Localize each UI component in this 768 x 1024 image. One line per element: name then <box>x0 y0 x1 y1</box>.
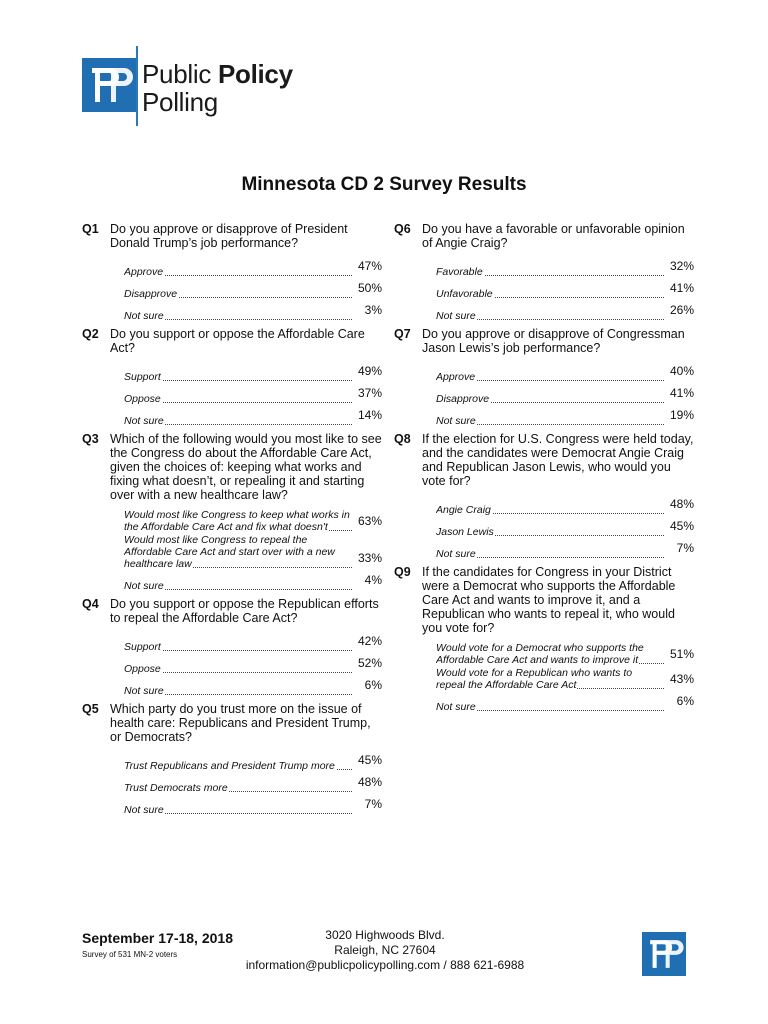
answer-label <box>124 641 352 654</box>
answer-label <box>436 371 664 384</box>
question-q7 <box>394 327 694 428</box>
answer-label-text: Approve <box>124 266 164 278</box>
question-text: Do you approve or disapprove of President Donald Trump’s job performance? <box>110 222 348 250</box>
answer-label <box>124 580 352 593</box>
question-q5 <box>82 702 382 817</box>
answer-label-text: Unfavorable <box>436 288 493 300</box>
answer-row <box>124 632 382 654</box>
answer-row <box>436 495 694 517</box>
answer-value: 26% <box>669 303 694 317</box>
answer-row <box>436 517 694 539</box>
answer-row <box>124 534 382 571</box>
answer-row <box>436 301 694 323</box>
answer-label-text: Trust Democrats more <box>124 782 228 794</box>
answer-label-text: Disapprove <box>124 288 178 300</box>
answer-row <box>124 257 382 279</box>
answer-value: 6% <box>676 694 694 708</box>
question-number: Q1 <box>82 222 99 236</box>
answer-options <box>436 495 694 561</box>
answer-label-text: Jason Lewis <box>436 526 494 538</box>
answer-options <box>436 257 694 323</box>
question-text: Which party do you trust more on the issue of health care: Republicans and President Trump, or Democrats? <box>110 702 371 744</box>
answer-row <box>124 571 382 593</box>
survey-sample: Survey of 531 MN-2 voters <box>82 950 178 959</box>
address-line-2: Raleigh, NC 27604 <box>334 943 436 957</box>
answer-row <box>124 362 382 384</box>
answer-label <box>436 701 664 714</box>
question-number: Q3 <box>82 432 99 446</box>
answer-label <box>124 310 352 323</box>
answer-value: 32% <box>669 259 694 273</box>
answer-label <box>436 310 664 323</box>
page-title: Minnesota CD 2 Survey Results <box>241 174 527 195</box>
answer-row <box>436 692 694 714</box>
logo-divider <box>136 46 138 126</box>
answer-row <box>436 257 694 279</box>
answer-row <box>124 384 382 406</box>
answer-label-text: Angie Craig <box>436 504 491 516</box>
question-q9 <box>394 565 694 714</box>
answer-value: 43% <box>669 672 694 686</box>
answer-label-text: Not sure <box>436 310 476 322</box>
answer-row <box>436 539 694 561</box>
answer-label-text: Trust Republicans and President Trump more <box>124 760 335 772</box>
question-text: Do you support or oppose the Republican efforts to repeal the Affordable Care Act? <box>110 597 379 625</box>
answer-options <box>124 751 382 817</box>
question-number: Q2 <box>82 327 99 341</box>
question-number: Q5 <box>82 702 99 716</box>
answer-value: 45% <box>669 519 694 533</box>
answer-label <box>124 509 352 534</box>
left-column <box>82 222 382 821</box>
answer-row <box>436 642 694 667</box>
question-number: Q6 <box>394 222 411 236</box>
answer-label <box>436 642 664 667</box>
answer-value: 48% <box>669 497 694 511</box>
answer-label <box>436 504 664 517</box>
answer-label-text: Would most like Congress to keep what works in the Affordable Care Act and fix what doesn't <box>124 509 350 533</box>
answer-label <box>124 371 352 384</box>
answer-value: 14% <box>357 408 382 422</box>
answer-label-text: Disapprove <box>436 393 490 405</box>
answer-options <box>124 362 382 428</box>
answer-label <box>436 266 664 279</box>
answer-value: 6% <box>364 678 382 692</box>
question-text: If the election for U.S. Congress were held today, and the candidates were Democrat Angie Craig and Republican Jason Lewis, who would you vote for? <box>422 432 694 488</box>
answer-row <box>124 509 382 534</box>
question-number: Q9 <box>394 565 411 579</box>
answer-label <box>436 415 664 428</box>
question-text: Do you have a favorable or unfavorable opinion of Angie Craig? <box>422 222 685 250</box>
answer-row <box>124 751 382 773</box>
answer-value: 48% <box>357 775 382 789</box>
question-number: Q4 <box>82 597 99 611</box>
answer-label-text: Not sure <box>436 415 476 427</box>
answer-value: 4% <box>364 573 382 587</box>
question-text: Do you support or oppose the Affordable Care Act? <box>110 327 365 355</box>
answer-row <box>124 301 382 323</box>
answer-label <box>436 548 664 561</box>
survey-date: September 17-18, 2018 <box>82 930 233 946</box>
answer-label <box>124 804 352 817</box>
answer-label-text: Oppose <box>124 393 161 405</box>
answer-row <box>124 773 382 795</box>
answer-value: 7% <box>364 797 382 811</box>
answer-label <box>124 288 352 301</box>
ppp-footer-logo-icon <box>642 932 686 976</box>
right-column <box>394 222 694 718</box>
answer-value: 37% <box>357 386 382 400</box>
answer-value: 50% <box>357 281 382 295</box>
answer-label <box>124 415 352 428</box>
answer-value: 3% <box>364 303 382 317</box>
question-number: Q7 <box>394 327 411 341</box>
answer-value: 40% <box>669 364 694 378</box>
answer-row <box>436 406 694 428</box>
answer-value: 41% <box>669 281 694 295</box>
answer-value: 33% <box>357 551 382 565</box>
answer-options <box>124 632 382 698</box>
answer-label <box>124 782 352 795</box>
answer-label <box>436 667 664 692</box>
answer-row <box>124 676 382 698</box>
brand-name: Public Policy Polling <box>142 59 293 117</box>
answer-row <box>436 362 694 384</box>
answer-label-text: Approve <box>436 371 476 383</box>
answer-value: 41% <box>669 386 694 400</box>
answer-value: 63% <box>357 514 382 528</box>
answer-label-text: Not sure <box>124 685 164 697</box>
answer-label-text: Oppose <box>124 663 161 675</box>
question-text: Which of the following would you most like to see the Congress do about the Affordable Care Act, given the choices of: keeping what works and fixing what doesn’t, or repealing it and starting over with a new healthcare law? <box>110 432 382 502</box>
answer-row <box>124 795 382 817</box>
answer-options <box>124 509 382 593</box>
question-text: If the candidates for Congress in your District were a Democrat who supports the Affordable Care Act and wants to improve it, and a Republican who wants to repeal it, who would you vote for? <box>422 565 676 635</box>
answer-label <box>436 393 664 406</box>
answer-value: 52% <box>357 656 382 670</box>
answer-label <box>124 663 352 676</box>
answer-row <box>436 667 694 692</box>
answer-value: 7% <box>676 541 694 555</box>
answer-row <box>124 406 382 428</box>
ppp-logo-mark-icon <box>82 58 136 112</box>
answer-label-text: Support <box>124 641 161 653</box>
question-q8 <box>394 432 694 561</box>
answer-label-text: Not sure <box>124 804 164 816</box>
answer-label <box>436 288 664 301</box>
answer-row <box>124 279 382 301</box>
contact-block <box>200 928 570 973</box>
answer-label <box>436 526 664 539</box>
answer-label <box>124 760 352 773</box>
answer-label-text: Not sure <box>124 310 164 322</box>
question-text: Do you approve or disapprove of Congressman Jason Lewis’s job performance? <box>422 327 685 355</box>
question-number: Q8 <box>394 432 411 446</box>
answer-value: 42% <box>357 634 382 648</box>
answer-row <box>436 384 694 406</box>
question-q1 <box>82 222 382 323</box>
answer-label-text: Not sure <box>124 415 164 427</box>
answer-label-text: Not sure <box>436 548 476 560</box>
answer-label-text: Would vote for a Democrat who supports the Affordable Care Act and wants to improve it <box>436 642 644 666</box>
answer-options <box>436 642 694 714</box>
answer-label-text: Would vote for a Republican who wants to repeal the Affordable Care Act <box>436 667 633 691</box>
question-q2 <box>82 327 382 428</box>
answer-options <box>436 362 694 428</box>
answer-row <box>124 654 382 676</box>
answer-value: 45% <box>357 753 382 767</box>
answer-options <box>124 257 382 323</box>
answer-row <box>436 279 694 301</box>
answer-label <box>124 534 352 571</box>
question-q3 <box>82 432 382 593</box>
answer-label <box>124 393 352 406</box>
answer-label-text: Favorable <box>436 266 483 278</box>
contact-line: information@publicpolicypolling.com / 888 621-6988 <box>245 958 525 972</box>
answer-label-text: Would most like Congress to repeal the Affordable Care Act and start over with a new healthcare law <box>124 534 335 570</box>
answer-label <box>124 685 352 698</box>
address-line-1: 3020 Highwoods Blvd. <box>325 928 445 942</box>
answer-label-text: Not sure <box>436 701 476 713</box>
answer-label-text: Support <box>124 371 161 383</box>
answer-value: 19% <box>669 408 694 422</box>
answer-label <box>124 266 352 279</box>
answer-value: 49% <box>357 364 382 378</box>
question-q4 <box>82 597 382 698</box>
answer-value: 47% <box>357 259 382 273</box>
answer-label-text: Not sure <box>124 580 164 592</box>
question-q6 <box>394 222 694 323</box>
answer-value: 51% <box>669 647 694 661</box>
